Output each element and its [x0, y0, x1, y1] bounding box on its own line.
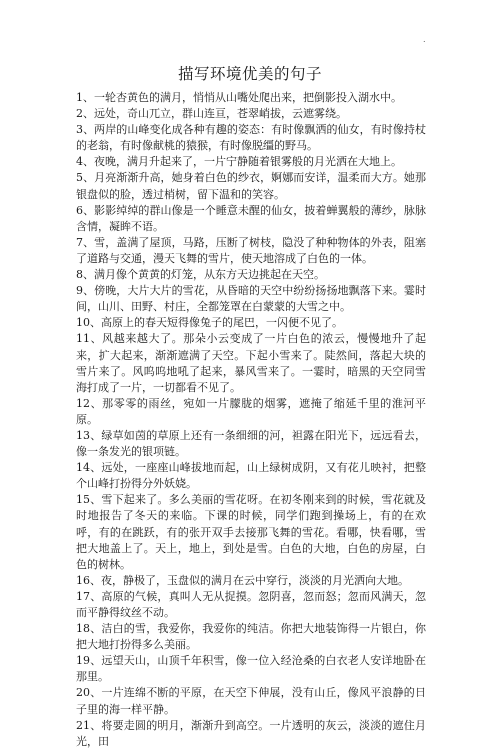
list-item: 21、将要走圆的明月，渐渐升到高空。一片透明的灰云，淡淡的遮住月光，田	[76, 718, 426, 748]
list-item: 6、影影绰绰的群山像是一个睡意未醒的仙女，披着蝉翼般的薄纱，脉脉含情，凝眸不语。	[76, 203, 426, 233]
page-title: 描写环境优美的句子	[177, 65, 322, 83]
list-item: 3、两岸的山峰变化成各种有趣的姿态：有时像飘洒的仙女，有时像持杖的老翁，有时像献桃的猿猴，有时像脱缰的野马。	[76, 123, 426, 153]
list-item: 18、洁白的雪，我爱你，我爱你的纯洁。你把大地装饰得一片银白，你把大地打扮得多么美丽。	[76, 622, 426, 652]
list-item: 13、绿草如茵的草原上还有一条细细的河，袒露在阳光下，远远看去，像一条发光的银项链。	[76, 428, 426, 459]
list-item: 19、远望天山，山顶千年积雪，像一位入经沧桑的白衣老人安详地卧在那里。	[76, 654, 426, 684]
list-item: 10、高原上的春天短得像兔子的尾巴，一闪便不见了。	[76, 316, 343, 330]
list-item: 1、一轮杏黄色的满月，悄悄从山嘴处爬出来，把倒影投入湖水中。	[76, 91, 402, 104]
list-item: 2、远处，奇山兀立，群山连亘，苍翠峭拔，云遮雾绕。	[76, 107, 347, 121]
list-item: 9、傍晚，大片大片的雪花，从昏暗的天空中纷纷扬扬地飘落下来。霎时间，山川、田野、村庄，全都笼罩在白蒙蒙的大雪之中。	[76, 284, 426, 314]
list-item: 12、那零零的雨丝，宛如一片朦胧的烟雾，遮掩了缩延千里的淮河平原。	[76, 396, 426, 426]
list-item: 5、月亮渐渐升高，她身着白色的纱衣，婀娜而安详，温柔而大方。她那银盘似的脸，透过梢树，留下温和的笑容。	[76, 171, 426, 201]
list-item: 8、满月像个黄黄的灯笼，从东方天边挑起在天空。	[76, 268, 325, 282]
list-item: 4、夜晚，满月升起来了，一片宁静随着银雾般的月光洒在大地上。	[76, 155, 402, 169]
list-item: 7、雪，盖满了屋顶，马路，压断了树枝，隐没了种种物体的外表，阻塞了道路与交通，漫天飞舞的雪片，使天地溶成了白色的一体。	[76, 235, 426, 265]
corner-mark: .	[423, 35, 426, 44]
list-item: 14、远处，一座座山峰拔地而起，山上绿树成阴，又有花儿映衬，把整个山峰打扮得分外妖娆。	[76, 461, 426, 491]
list-item: 16、夜，静极了，玉盘似的满月在云中穿行，淡淡的月光洒向大地。	[76, 573, 409, 587]
list-item: 17、高原的气候，真叫人无从捉摸。忽阴喜，忽而怒；忽而风满天，忽而平静得纹丝不动。	[76, 589, 426, 619]
list-item: 15、雪下起来了。多么美丽的雪花呀。在初冬刚来到的时候，雪花就及时地报告了冬天的来临。下课的时候，同学们跑到操场上，有的在欢呼，有的在跳跃，有的张开双手去接那飞舞的雪花。看哪，快看哪，雪把大地盖上了。天上，地上，到处是雪。白色的大地，白色的房屋，白色的树林。	[76, 493, 426, 571]
sentence-list	[76, 90, 426, 750]
list-item: 20、一片连绵不断的平原，在天空下伸展，没有山丘，像风平浪静的日子里的海一样平静。	[76, 686, 426, 716]
list-item: 11、风越来越大了。那朵小云变成了一片白色的浓云，慢慢地升了起来，扩大起来，渐渐遮满了天空。下起小雪来了。陡然间，落起大块的雪片来了。风呜呜地吼了起来，暴风雪来了。一霎时，暗黑的天空同雪海打成了一片，一切都看不见了。	[76, 332, 426, 394]
